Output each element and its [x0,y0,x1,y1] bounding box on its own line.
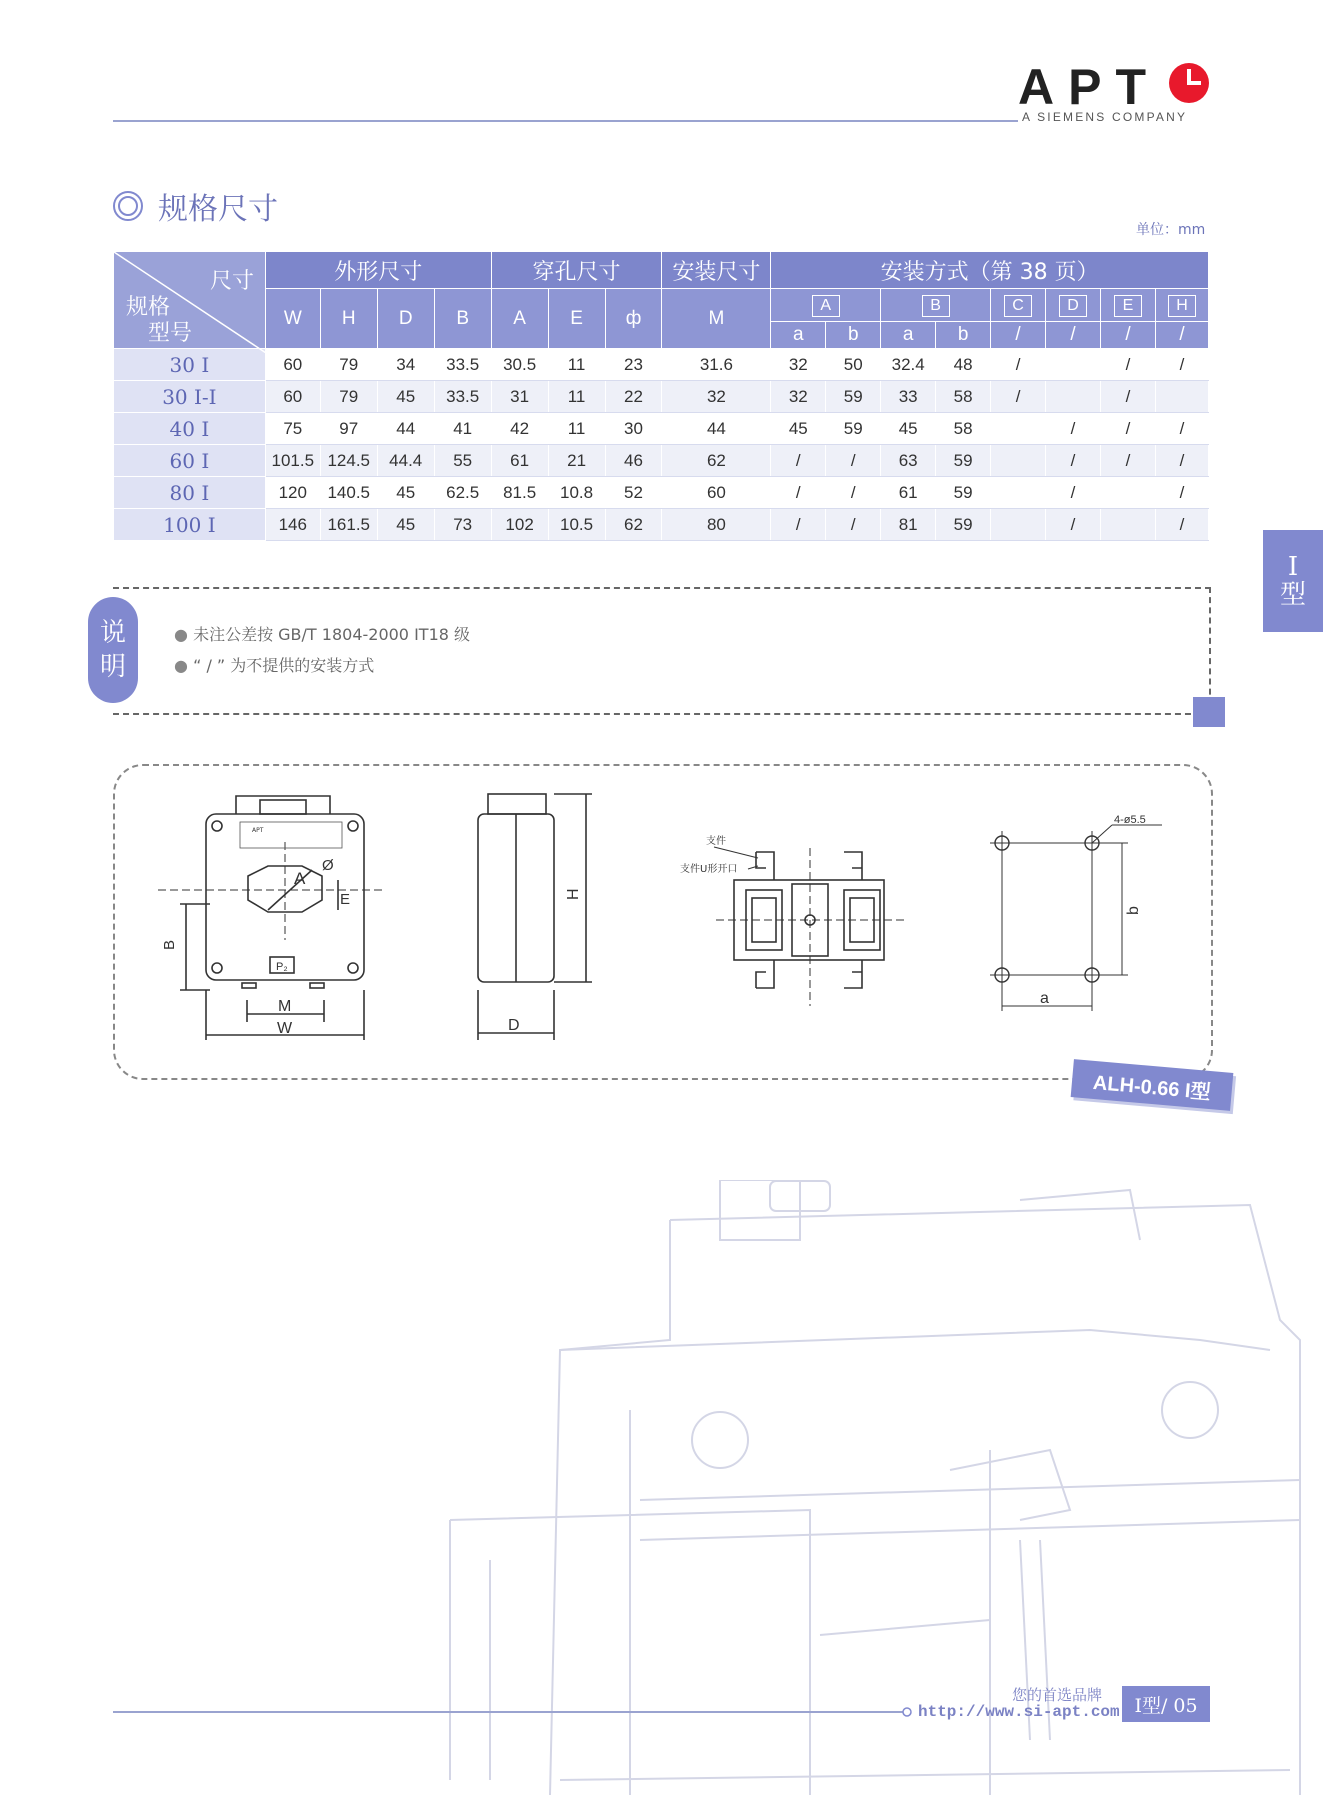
value-cell: 79 [320,381,377,413]
notes-corner-square [1193,697,1225,727]
sub-col-d: / [1046,322,1101,349]
sub-col-a2: a [881,322,936,349]
mount-type-a: A [771,289,881,322]
value-cell: / [1101,349,1156,381]
svg-text:APT: APT [252,827,264,834]
value-cell: 45 [377,477,434,509]
notes-tab-char-1: 说 [99,618,126,648]
group-outer-dims: 外形尺寸 [265,252,491,289]
value-cell: 81.5 [491,477,548,509]
double-circle-icon [112,190,144,222]
corner-dim-label: 尺寸 [210,268,255,293]
sub-col-e: / [1101,322,1156,349]
model-cell: 60 I [114,445,266,477]
page-number: I型/ 05 [1122,1686,1210,1722]
value-cell: 58 [936,381,991,413]
spec-table [113,251,1209,541]
mount-type-b: B [881,289,991,322]
header-rule [113,120,1018,122]
model-cell: 30 I-I [114,381,266,413]
value-cell: / [1155,413,1208,445]
value-cell: / [1101,413,1156,445]
notes-box [113,587,1211,715]
value-cell: 79 [320,349,377,381]
value-cell: 52 [605,477,662,509]
table-row [114,445,1209,477]
label-w: W [277,1020,293,1037]
value-cell: 44 [377,413,434,445]
value-cell: / [1046,509,1101,541]
value-cell: 60 [265,381,320,413]
value-cell: / [826,509,881,541]
value-cell: 30.5 [491,349,548,381]
value-cell: 30 [605,413,662,445]
value-cell: / [1046,445,1101,477]
value-cell: 124.5 [320,445,377,477]
col-m: M [662,289,771,349]
col-h: H [320,289,377,349]
table-row [114,509,1209,541]
table-corner-header [114,252,266,349]
value-cell: 59 [936,477,991,509]
value-cell: 55 [434,445,491,477]
value-cell: 31 [491,381,548,413]
value-cell: 46 [605,445,662,477]
value-cell: 22 [605,381,662,413]
value-cell: / [1046,477,1101,509]
value-cell: / [1101,381,1156,413]
group-install-dims: 安装尺寸 [662,252,771,289]
value-cell: 59 [936,509,991,541]
value-cell: 32 [771,381,826,413]
bracket-view-drawing [676,820,926,1020]
value-cell: 33.5 [434,381,491,413]
mount-type-d: D [1046,289,1101,322]
table-row [114,413,1209,445]
value-cell: 60 [265,349,320,381]
value-cell: 59 [826,413,881,445]
model-cell: 100 I [114,509,266,541]
value-cell: 50 [826,349,881,381]
footer-url[interactable]: http://www.si-apt.com [918,1703,1120,1721]
footer-rule [113,1711,903,1713]
value-cell: 21 [548,445,605,477]
value-cell [1046,349,1101,381]
table-body [114,349,1209,541]
label-a: A [294,869,306,888]
note-item: ● 未注公差按 GB/T 1804-2000 IT18 级 [174,625,471,644]
model-cell: 30 I [114,349,266,381]
value-cell [991,509,1046,541]
table-row [114,477,1209,509]
value-cell: 32.4 [881,349,936,381]
label-hole-b: b [1125,906,1142,915]
label-e: E [340,891,351,908]
col-w: W [265,289,320,349]
sub-col-c: / [991,322,1046,349]
value-cell: 23 [605,349,662,381]
value-cell: 44 [662,413,771,445]
value-cell [1046,381,1101,413]
value-cell: / [1155,509,1208,541]
sub-col-b1: b [826,322,881,349]
value-cell: 34 [377,349,434,381]
mount-type-e: E [1101,289,1156,322]
value-cell [1101,509,1156,541]
value-cell: 31.6 [662,349,771,381]
value-cell: 45 [377,381,434,413]
value-cell: 102 [491,509,548,541]
value-cell: 75 [265,413,320,445]
value-cell: 161.5 [320,509,377,541]
value-cell: 45 [771,413,826,445]
value-cell: 48 [936,349,991,381]
value-cell: / [826,445,881,477]
hole-pattern-drawing [982,815,1172,1015]
logo-clock-icon [1168,62,1210,104]
footer-dot-icon [901,1706,913,1718]
value-cell: / [771,477,826,509]
footer-slogan: 您的首选品牌 [1012,1686,1103,1704]
value-cell: 45 [377,509,434,541]
value-cell: / [991,381,1046,413]
col-e: E [548,289,605,349]
col-a: A [491,289,548,349]
value-cell: / [1046,413,1101,445]
note-item: ● “ / ” 为不提供的安装方式 [174,656,375,675]
value-cell: 60 [662,477,771,509]
value-cell: 41 [434,413,491,445]
col-b: B [434,289,491,349]
value-cell: 11 [548,381,605,413]
notes-tab [88,597,138,703]
model-cell: 80 I [114,477,266,509]
side-view-drawing [470,790,600,1050]
label-h: H [565,888,582,900]
value-cell [991,413,1046,445]
label-support-slot: 支件U形开口 [680,864,738,875]
table-row [114,349,1209,381]
value-cell: 33 [881,381,936,413]
label-holes: 4-ø5.5 [1114,815,1146,826]
value-cell: 33.5 [434,349,491,381]
col-d: D [377,289,434,349]
value-cell: 11 [548,349,605,381]
value-cell: 146 [265,509,320,541]
value-cell: 44.4 [377,445,434,477]
corner-model-label: 型号 [148,320,193,345]
value-cell: 140.5 [320,477,377,509]
corner-spec-label: 规格 [126,294,171,319]
value-cell [991,445,1046,477]
brand-logo: APT [1018,59,1160,115]
value-cell: 61 [491,445,548,477]
value-cell: 58 [936,413,991,445]
value-cell: / [771,509,826,541]
value-cell: 32 [662,381,771,413]
side-tab: I 型 [1263,530,1323,632]
value-cell: / [1101,445,1156,477]
sub-col-b2: b [936,322,991,349]
value-cell: / [1155,349,1208,381]
value-cell: 10.8 [548,477,605,509]
value-cell: 120 [265,477,320,509]
notes-tab-char-2: 明 [99,652,126,682]
value-cell: / [1155,445,1208,477]
value-cell [1155,381,1208,413]
unit-label: 单位：mm [1136,222,1206,238]
value-cell [991,477,1046,509]
table-row [114,381,1209,413]
value-cell [1101,477,1156,509]
value-cell: 73 [434,509,491,541]
label-p2: P₂ [276,961,288,973]
brand-subtitle: A SIEMENS COMPANY [1022,110,1188,124]
value-cell: 32 [771,349,826,381]
group-hole-dims: 穿孔尺寸 [491,252,662,289]
label-support: 支件 [706,836,726,847]
front-view-drawing [150,790,410,1050]
value-cell: 10.5 [548,509,605,541]
mount-type-c: C [991,289,1046,322]
sub-col-a1: a [771,322,826,349]
value-cell: 80 [662,509,771,541]
mount-type-h: H [1155,289,1208,322]
value-cell: 59 [826,381,881,413]
value-cell: / [991,349,1046,381]
label-m: M [278,998,292,1015]
label-b: B [161,939,178,950]
value-cell: / [771,445,826,477]
label-d: D [508,1017,520,1034]
value-cell: 62 [605,509,662,541]
value-cell: 45 [881,413,936,445]
value-cell: 62.5 [434,477,491,509]
value-cell: 101.5 [265,445,320,477]
value-cell: / [1155,477,1208,509]
value-cell: 63 [881,445,936,477]
value-cell: 42 [491,413,548,445]
group-install-method: 安装方式（第 38 页） [771,252,1209,289]
col-phi: ф [605,289,662,349]
value-cell: 59 [936,445,991,477]
value-cell: 97 [320,413,377,445]
sub-col-h: / [1155,322,1208,349]
section-title-text: 规格尺寸 [158,192,278,227]
value-cell: 11 [548,413,605,445]
model-tag: ALH-0.66 I型 [1071,1059,1234,1111]
label-hole-a: a [1040,990,1049,1007]
value-cell: 81 [881,509,936,541]
label-phi: Ø [322,857,334,874]
model-cell: 40 I [114,413,266,445]
value-cell: 61 [881,477,936,509]
value-cell: 62 [662,445,771,477]
section-title [112,184,278,228]
value-cell: / [826,477,881,509]
